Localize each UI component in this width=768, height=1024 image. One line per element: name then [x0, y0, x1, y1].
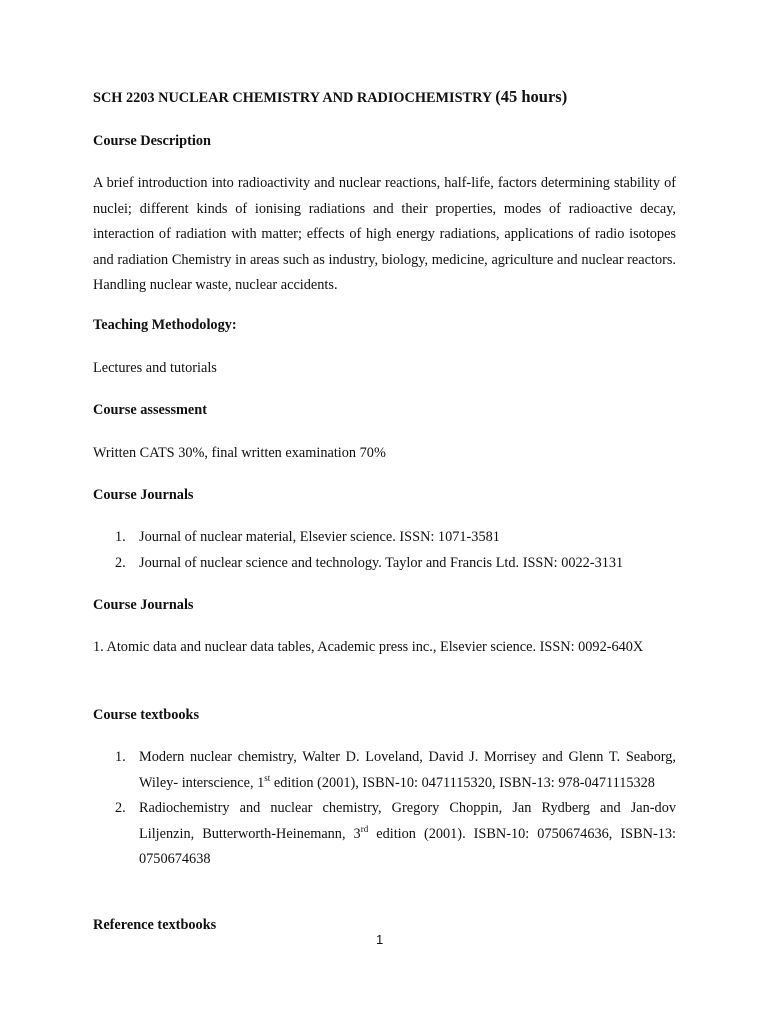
list-item: [115, 525, 676, 551]
list-item-number: 2.: [115, 800, 126, 816]
list-item: [115, 745, 676, 796]
list-item-text: [139, 745, 676, 796]
course-description-text: A brief introduction into radioactivity and nuclear reactions, half-life, factors determining stability of nuclei; different kinds of ionising radiations and their properties, modes of radioactive decay, interaction of radiation with matter; effects of high energy radiations, applications of radio isotopes and radiation Chemistry in areas such as industry, biology, medicine, agriculture and nuclear reactors. Handling nuclear waste, nuclear accidents.: [93, 175, 676, 293]
teaching-methodology-text: Lectures and tutorials: [93, 360, 217, 376]
list-item-text-part: edition (2001), ISBN-10: 0471115320, ISBN-13: 978-0471115328: [270, 774, 655, 791]
list-item-text-part: edition (2001). ISBN-10: 0750674636, ISBN-13: 0750674638: [139, 825, 676, 867]
course-textbooks-list: [115, 745, 676, 873]
list-item-number: 2.: [115, 554, 126, 571]
list-item: [115, 551, 676, 577]
course-assessment-text: Written CATS 30%, final written examination 70%: [93, 445, 386, 461]
course-description-heading: Course Description: [93, 133, 211, 149]
course-code-and-name: SCH 2203 NUCLEAR CHEMISTRY AND RADIOCHEMISTRY: [93, 90, 496, 106]
course-journals-heading: Course Journals: [93, 487, 194, 503]
course-assessment-heading: Course assessment: [93, 402, 207, 418]
course-journals-second-text: 1. Atomic data and nuclear data tables, Academic press inc., Elsevier science. ISSN: 0092-640X: [93, 639, 644, 655]
edition-superscript: st: [264, 772, 271, 783]
list-item-number: 1.: [115, 749, 126, 765]
list-item-number: 1.: [115, 529, 126, 545]
course-journals-heading-second: Course Journals: [93, 597, 194, 613]
edition-superscript: rd: [360, 823, 369, 834]
reference-textbooks-heading: Reference textbooks: [93, 917, 217, 933]
list-item-text: Journal of nuclear material, Elsevier science. ISSN: 1071-3581: [139, 529, 500, 545]
page-number: 1: [376, 932, 384, 947]
list-item-text-part: Radiochemistry and nuclear chemistry, Gregory Choppin, Jan Rydberg and Jan-dov Liljenzin, Butterworth-Heinemann, 3: [139, 800, 676, 842]
course-journals-list: [115, 525, 676, 576]
list-item-text-part: Modern nuclear chemistry, Walter D. Loveland, David J. Morrisey and Glenn T. Seaborg, Wiley- interscience, 1: [139, 749, 676, 791]
course-hours: (45 hours): [495, 87, 568, 106]
course-title: [93, 84, 676, 112]
list-item-text: Journal of nuclear science and technology. Taylor and Francis Ltd. ISSN: 0022-3131: [139, 554, 624, 571]
course-textbooks-heading: Course textbooks: [93, 707, 200, 723]
list-item-text: [139, 796, 676, 873]
list-item: [115, 796, 676, 873]
teaching-methodology-heading: Teaching Methodology:: [93, 317, 237, 333]
